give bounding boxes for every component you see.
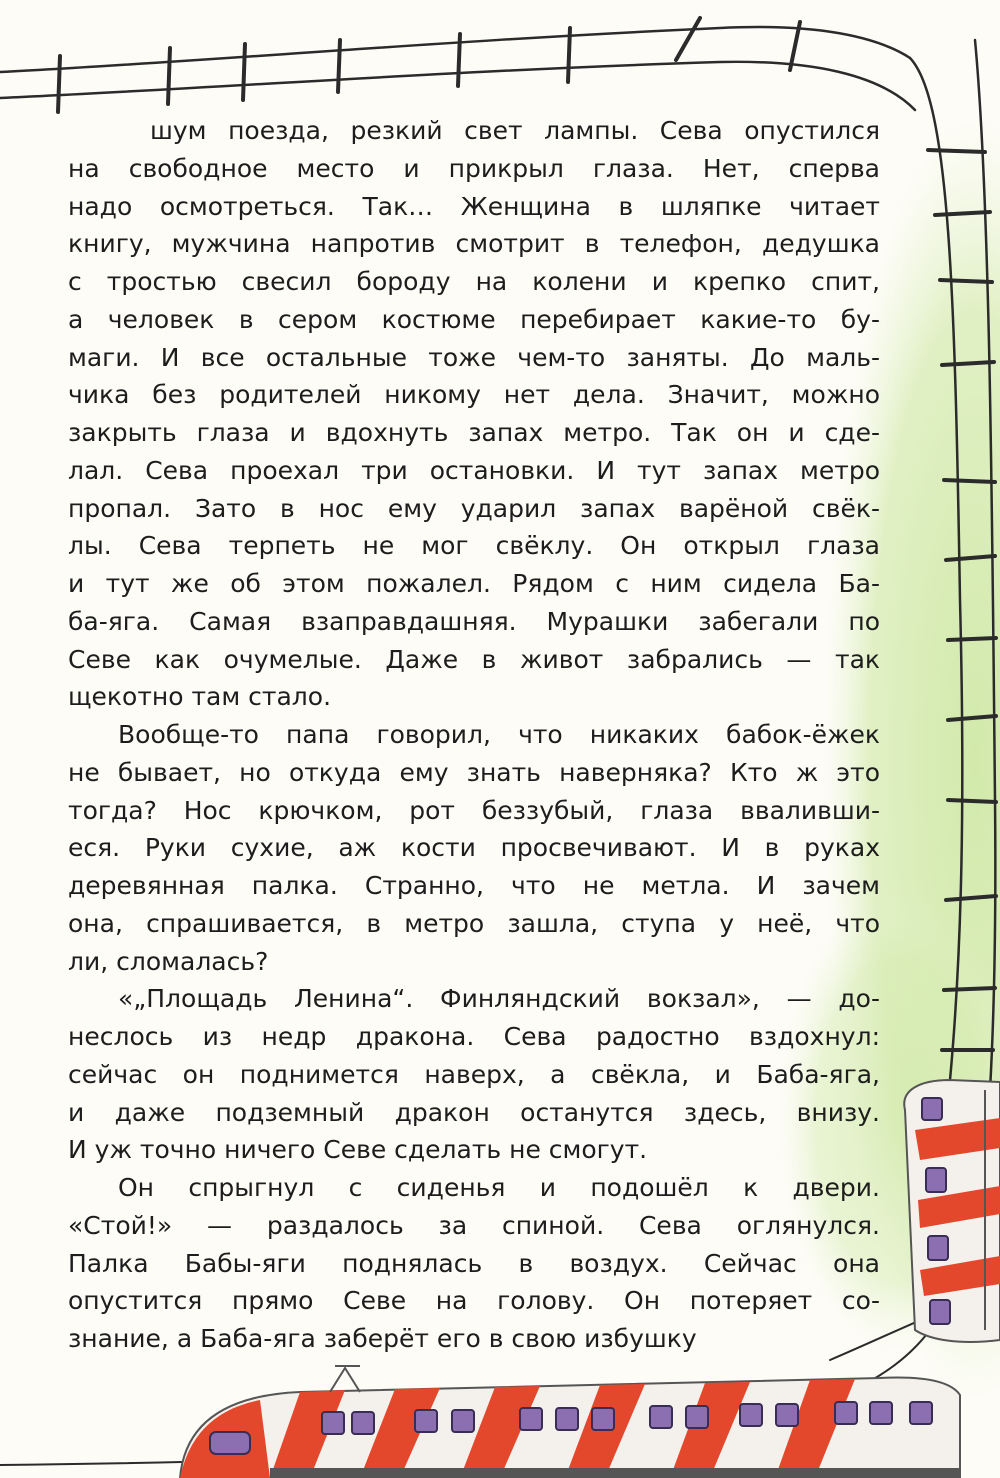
line: ба-яга. Самая взаправдашняя. Мурашки забегали по <box>68 606 880 636</box>
line: закрыть глаза и вдохнуть запах метро. Так он и сде- <box>68 418 880 447</box>
line: Он спрыгнул с сиденья и подошёл к двери. <box>118 1173 880 1202</box>
train-right-side <box>904 1080 1000 1342</box>
line: лы. Сева терпеть не мог свёклу. Он открыл глаза <box>68 531 880 561</box>
line: «Стой!» — раздалось за спиной. Сева оглянулся. <box>68 1210 880 1240</box>
line: не бывает, но откуда ему знать наверняка? Кто ж это <box>68 757 880 787</box>
line: с тростью свесил бороду на колени и крепко спит, <box>68 267 880 296</box>
line: надо осмотреться. Так… Женщина в шляпке читает <box>68 191 880 221</box>
story-text <box>68 112 880 1358</box>
line: лал. Сева проехал три остановки. И тут запах метро <box>68 455 880 485</box>
paragraph-1 <box>68 112 880 716</box>
line: чика без родителей никому нет дела. Значит, можно <box>68 380 880 410</box>
paragraph-4 <box>68 1169 880 1358</box>
line: Палка Бабы-яги поднялась в воздух. Сейчас она <box>68 1248 880 1278</box>
line: «„Площадь Ленина“. Финляндский вокзал», — до- <box>118 984 880 1014</box>
line: книгу, мужчина напротив смотрит в телефон, дедушка <box>68 229 880 259</box>
line: тогда? Нос крючком, рот беззубый, глаза вваливши- <box>68 795 880 825</box>
line: Севе как очумелые. Даже в живот забрались — так <box>68 644 880 674</box>
line: маги. И все остальные тоже чем-то заняты. До маль- <box>68 342 880 372</box>
line: на свободное место и прикрыл глаза. Нет, сперва <box>68 153 880 183</box>
line: и даже подземный дракон останутся здесь, внизу. <box>68 1097 880 1127</box>
line: знание, а Баба-яга заберёт его в свою избушку <box>68 1324 697 1353</box>
line: опустится прямо Севе на голову. Он потеряет со- <box>68 1286 880 1316</box>
line: сейчас он поднимется наверх, а свёкла, и Баба-яга, <box>68 1059 880 1089</box>
line: и тут же об этом пожалел. Рядом с ним сидела Ба- <box>68 569 880 598</box>
line: пропал. Зато в нос ему ударил запах варёной свёк- <box>68 493 880 523</box>
line: а человек в сером костюме перебирает какие-то бу- <box>68 304 880 334</box>
train-bottom <box>180 1366 960 1478</box>
line: шум поезда, резкий свет лампы. Сева опустился <box>150 116 880 145</box>
line: неслось из недр дракона. Сева радостно вздохнул: <box>68 1022 880 1051</box>
line: Вообще-то папа говорил, что никаких бабок-ёжек <box>118 720 880 749</box>
line: щекотно там стало. <box>68 682 332 712</box>
line: она, спрашивается, в метро зашла, ступа у неё, что <box>68 908 880 938</box>
line: ли, сломалась? <box>68 946 269 976</box>
line: деревянная палка. Странно, что не метла. И зачем <box>68 871 880 900</box>
line: И уж точно ничего Севе сделать не смогут. <box>68 1135 648 1165</box>
paragraph-2 <box>68 716 880 980</box>
line: еся. Руки сухие, аж кости просвечивают. И в руках <box>68 833 880 863</box>
paragraph-3 <box>68 980 880 1169</box>
